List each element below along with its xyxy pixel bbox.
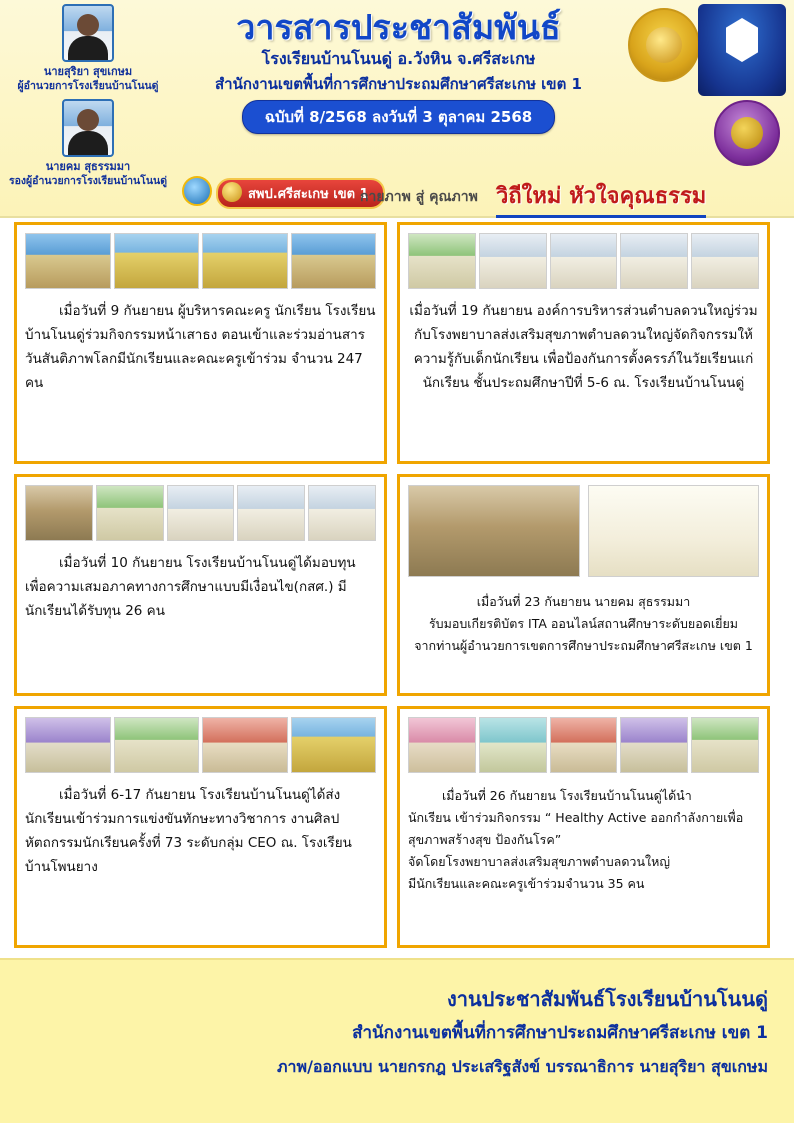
- photo-thumbnail: [96, 485, 164, 541]
- photo-row: [25, 485, 376, 541]
- photo-thumbnail: [479, 233, 547, 289]
- news-caption-line: รับมอบเกียรติบัตร ITA ออนไลน์สถานศึกษาระดับยอดเยี่ยม: [428, 616, 739, 631]
- photo-thumbnail: [25, 233, 111, 289]
- school-name: โรงเรียนบ้านโนนดู่ อ.วังหิน จ.ศรีสะเกษ: [261, 49, 536, 68]
- director-name: นายสุริยา สุขเกษม: [43, 65, 133, 78]
- news-caption-line: จากท่านผู้อำนวยการเขตการศึกษาประถมศึกษาศรีสะเกษ เขต 1: [414, 638, 753, 653]
- page-header: [0, 0, 794, 218]
- page-footer: [0, 958, 794, 1123]
- news-caption-line: มีนักเรียนและคณะครูเข้าร่วมจำนวน 35 คน: [408, 876, 645, 891]
- photo-certificate: [588, 485, 760, 577]
- news-card-5: [14, 706, 387, 948]
- photo-thumbnail: [202, 233, 288, 289]
- sppao-round-icon: [182, 176, 212, 206]
- photo-thumbnail: [408, 233, 476, 289]
- footer-line-1: งานประชาสัมพันธ์โรงเรียนบ้านโนนดู่: [447, 987, 768, 1011]
- photo-row: [408, 485, 759, 577]
- news-card-1: [14, 222, 387, 464]
- photo-thumbnail: [291, 717, 377, 773]
- motto-right: วิถีใหม่ หัวใจคุณธรรม: [496, 178, 706, 218]
- photo-thumbnail: [25, 717, 111, 773]
- news-card-4: [397, 474, 770, 696]
- news-caption: เมื่อวันที่ 9 กันยายน ผู้บริหารคณะครู นักเรียน โรงเรียนบ้านโนนดู่ร่วมกิจกรรมหน้าเสาธง ตอนเข้าและร่วมอ่านสารวันสันติภาพโลกมีนักเรียนและคณะครูเข้าร่วม จำนวน 247 คน: [25, 303, 376, 391]
- news-caption: เมื่อวันที่ 6-17 กันยายน โรงเรียนบ้านโนนดู่ได้ส่งนักเรียนเข้าร่วมการแข่งขันทักษะทางวิชาการ งานศิลปหัตถกรรมนักเรียนครั้งที่ 73 ระดับกลุ่ม CEO ณ. โรงเรียนบ้านโพนยาง: [25, 787, 352, 875]
- news-caption: เมื่อวันที่ 19 กันยายน องค์การบริหารส่วนตำบลดวนใหญ่ร่วมกับโรงพยาบาลส่งเสริมสุขภาพตำบลดวนใหญ่จัดกิจกรรมให้ความรู้กับเด็กนักเรียน เพื่อป้องกันการตั้งครรภ์ในวัยเรียนแก่นักเรียน ชั้นประถมศึกษาปีที่ 5-6 ณ. โรงเรียนบ้านโนนดู่: [409, 303, 758, 391]
- news-grid: [14, 222, 780, 948]
- photo-thumbnail: [408, 717, 476, 773]
- news-card-2: [397, 222, 770, 464]
- header-title-block: [176, 0, 621, 134]
- header-banner-row: [0, 178, 794, 212]
- photo-thumbnail: [550, 717, 618, 773]
- photo-row: [408, 233, 759, 289]
- news-card-3: [14, 474, 387, 696]
- photo-row: [25, 717, 376, 773]
- photo-award: [408, 485, 580, 577]
- photo-thumbnail: [308, 485, 376, 541]
- school-logo-icon: [698, 4, 786, 96]
- photo-thumbnail: [291, 233, 377, 289]
- photo-thumbnail: [620, 233, 688, 289]
- header-leadership-block: [0, 4, 176, 188]
- photo-thumbnail: [479, 717, 547, 773]
- photo-thumbnail: [550, 233, 618, 289]
- photo-thumbnail: [691, 233, 759, 289]
- news-caption-line: จัดโดยโรงพยาบาลส่งเสริมสุขภาพตำบลดวนใหญ่: [408, 854, 670, 869]
- header-emblems: [620, 4, 790, 124]
- news-caption-line: เมื่อวันที่ 26 กันยายน โรงเรียนบ้านโนนดู่ได้นำ: [442, 788, 692, 803]
- photo-thumbnail: [691, 717, 759, 773]
- director-role: ผู้อำนวยการโรงเรียนบ้านโนนดู่: [17, 80, 159, 92]
- news-caption-line: นักเรียน เข้าร่วมกิจกรรม “ Healthy Active ออกกำลังกายเพื่อสุขภาพสร้างสุข ป้องกันโรค”: [408, 810, 744, 847]
- deputy-name: นายคม สุธรรมมา: [45, 160, 131, 173]
- magazine-title: วารสารประชาสัมพันธ์: [236, 8, 561, 48]
- photo-thumbnail: [114, 717, 200, 773]
- news-caption: [408, 591, 759, 657]
- footer-line-3: ภาพ/ออกแบบ นายกรกฎ ประเสริฐสังข์ บรรณาธิการ นายสุริยา สุขเกษม: [277, 1057, 768, 1076]
- news-caption: เมื่อวันที่ 10 กันยายน โรงเรียนบ้านโนนดู่ได้มอบทุนเพื่อความเสมอภาคทางการศึกษาแบบมีเงื่อนไข(กสศ.) มีนักเรียนได้รับทุน 26 คน: [25, 555, 356, 619]
- motto-left: กายภาพ สู่ คุณภาพ: [360, 189, 478, 205]
- news-card-6: [397, 706, 770, 948]
- photo-thumbnail: [114, 233, 200, 289]
- issue-badge: ฉบับที่ 8/2568 ลงวันที่ 3 ตุลาคม 2568: [242, 100, 555, 134]
- photo-row: [408, 717, 759, 773]
- photo-thumbnail: [202, 717, 288, 773]
- province-emblem-icon: [714, 100, 780, 166]
- garuda-emblem-icon: [628, 8, 700, 82]
- deputy-role: รองผู้อำนวยการโรงเรียนบ้านโนนดู่: [8, 175, 168, 187]
- director-portrait: [62, 4, 114, 62]
- photo-thumbnail: [25, 485, 93, 541]
- photo-row: [25, 233, 376, 289]
- office-name: สำนักงานเขตพื้นที่การศึกษาประถมศึกษาศรีสะเกษ เขต 1: [215, 75, 582, 93]
- deputy-portrait: [62, 99, 114, 157]
- footer-line-2: สำนักงานเขตพื้นที่การศึกษาประถมศึกษาศรีสะเกษ เขต 1: [352, 1023, 768, 1043]
- photo-thumbnail: [167, 485, 235, 541]
- sppao-badge: สพป.ศรีสะเกษ เขต 1: [216, 178, 385, 209]
- photo-thumbnail: [237, 485, 305, 541]
- news-caption: [408, 785, 759, 895]
- news-caption-line: เมื่อวันที่ 23 กันยายน นายคม สุธรรมมา: [476, 594, 691, 609]
- photo-thumbnail: [620, 717, 688, 773]
